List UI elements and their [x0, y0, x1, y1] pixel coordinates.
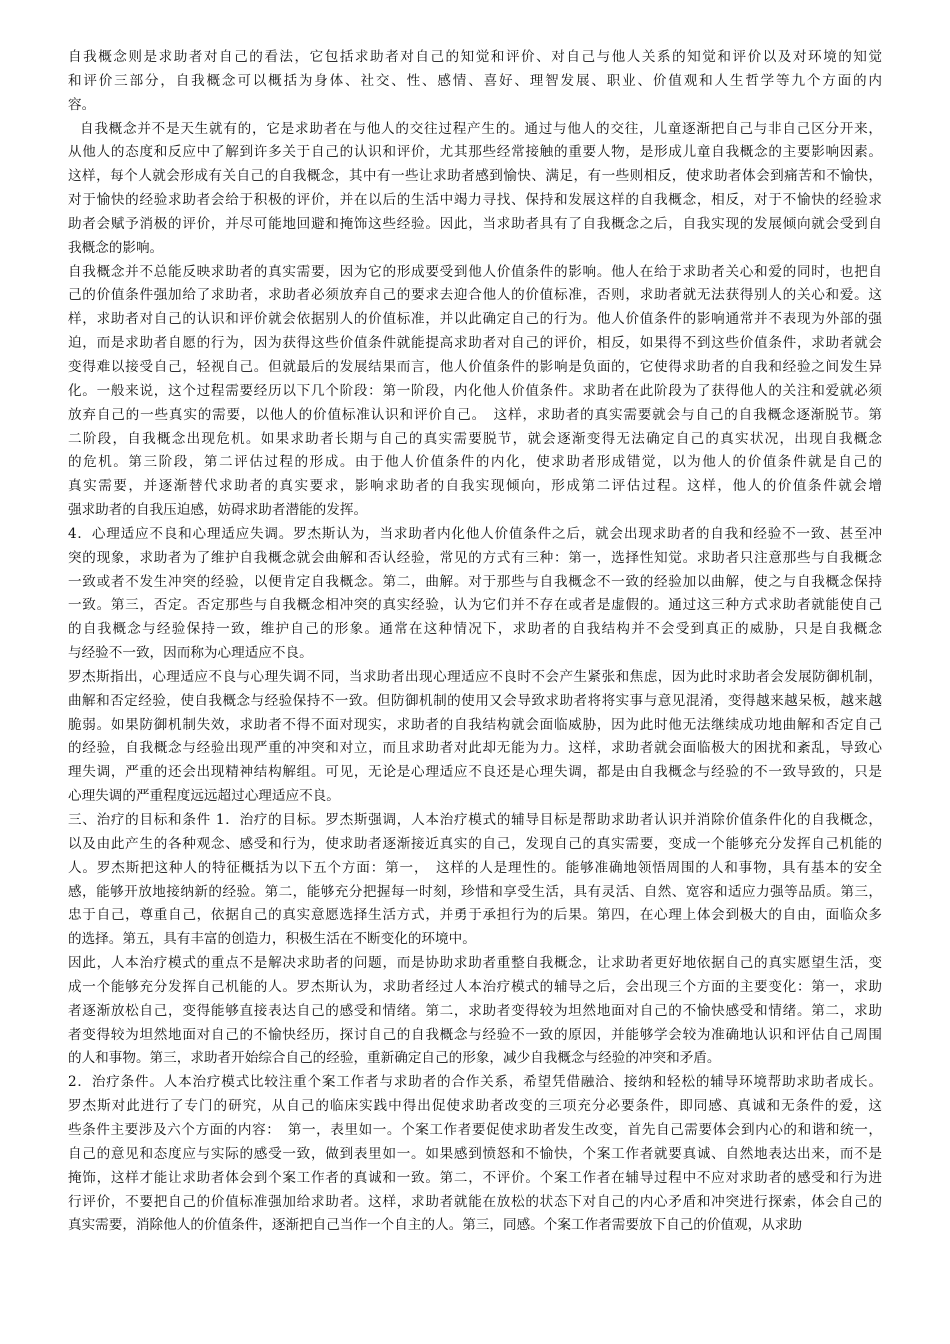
text-line: 化。一般来说，这个过程需要经历以下几个阶段：第一阶段，内化他人价值条件。求助者在此阶段为了获得他人的关注和爱就必须 — [68, 382, 882, 399]
text-line: 人。罗杰斯把这种人的特征概括为以下五个方面：第一， 这样的人是理性的。能够准确地领悟周围的人和事物，具有基本的安全 — [68, 859, 882, 876]
text-line: 样，求助者对自己的认识和评价就会依据别人的价值标准，并以此确定自己的行为。他人价值条件的影响通常并不表现为外部的强 — [68, 311, 882, 328]
text-line: 三、治疗的目标和条件 1．治疗的目标。罗杰斯强调，人本治疗模式的辅导目标是帮助求助者认识并消除价值条件化的自我概念， — [68, 812, 882, 828]
text-line: 与经验不一致，因而称为心理适应不良。 — [68, 645, 313, 662]
text-line: 以及由此产生的各种观念、感受和行为，使求助者逐渐接近真实的自己，发现自己的真实需要，变成一个能够充分发挥自己机能的 — [68, 835, 882, 852]
text-line: 些条件主要涉及六个方面的内容： 第一，表里如一。个案工作者要促使求助者发生改变，首先自己需要体会到内心的和谐和统一， — [68, 1121, 882, 1138]
paragraph — [68, 952, 882, 1071]
paragraph — [68, 523, 882, 666]
text-line: 的经验，自我概念与经验出现严重的冲突和对立，而且求助者对此却无能为力。这样，求助者就会面临极大的困扰和紊乱，导致心 — [68, 740, 882, 757]
text-line: 突的现象，求助者为了维护自我概念就会曲解和否认经验，常见的方式有三种：第一，选择性知觉。求助者只注意那些与自我概念 — [68, 549, 882, 566]
text-line: 者逐渐放松自己，变得能够直接表达自己的感受和情绪。第二，求助者变得较为坦然地面对自己的不愉快感受和情绪。第二，求助 — [68, 1002, 882, 1019]
text-line: 这样，每个人就会形成有关自己的自我概念，其中有一些让求助者感到愉快、满足，有一些则相反，使求助者体会到痛苦和不愉快， — [68, 168, 882, 185]
text-line: 容。 — [68, 96, 96, 113]
text-line: 自我概念并不总能反映求助者的真实需要，因为它的形成要受到他人价值条件的影响。他人在给于求助者关心和爱的同时，也把自 — [68, 263, 882, 280]
text-line: 的人和事物。第三，求助者开始综合自己的经验，重新确定自己的形象，减少自我概念与经验的冲突和矛盾。 — [68, 1050, 721, 1067]
text-line: 助者会赋予消极的评价，并尽可能地回避和掩饰这些经验。因此，当求助者具有了自我概念之后，自我实现的发展倾向就会受到自 — [68, 215, 882, 232]
text-line: 行评价，不要把自己的价值标准强加给求助者。这样，求助者就能在放松的状态下对自己的内心矛盾和冲突进行探索，体会自己的 — [68, 1193, 882, 1210]
text-line: 一致。第三，否定。否定那些与自我概念相冲突的真实经验，认为它们并不存在或者是虚假的。通过这三种方式求助者就能使自己 — [68, 597, 882, 614]
text-line: 自己的意见和态度应与实际的感受一致，做到表里如一。如果感到愤怒和不愉快，个案工作者就要真诚、自然地表达出来，而不是 — [68, 1145, 882, 1162]
text-line: 强求助者的自我压迫感，妨碍求助者潜能的发挥。 — [68, 502, 368, 519]
text-line: 脆弱。如果防御机制失效，求助者不得不面对现实，求助者的自我结构就会面临威胁，因为此时他无法继续成功地曲解和否定自己 — [68, 716, 882, 733]
paragraph — [68, 1071, 882, 1238]
paragraph — [68, 666, 882, 809]
text-line: 一致或者不发生冲突的经验，以便肯定自我概念。第二，曲解。对于那些与自我概念不一致的经验加以曲解，使之与自我概念保持 — [68, 573, 882, 590]
paragraph — [68, 46, 882, 118]
text-line: 忠于自己，尊重自己，依据自己的真实意愿选择生活方式，并勇于承担行为的后果。第四，在心理上体会到极大的自由，面临众多 — [68, 907, 882, 924]
text-line: 真实需要，消除他人的价值条件，逐渐把自己当作一个自主的人。第三，同感。个案工作者需要放下自己的价值观，从求助 — [68, 1217, 803, 1234]
text-line: 成一个能够充分发挥自己机能的人。罗杰斯认为，求助者经过人本治疗模式的辅导之后，会出现三个方面的主要变化：第一，求助 — [68, 978, 882, 995]
text-line: 2．治疗条件。人本治疗模式比较注重个案工作者与求助者的合作关系，希望凭借融洽、接纳和轻松的辅导环境帮助求助者成长。 — [68, 1074, 882, 1091]
text-line: 因此，人本治疗模式的重点不是解决求助者的问题，而是协助求助者重整自我概念，让求助者更好地依据自己的真实愿望生活，变 — [68, 955, 882, 972]
text-line: 感，能够开放地接纳新的经验。第二，能够充分把握每一时刻，珍惜和享受生活，具有灵活、自然、宽容和适应力强等品质。第三， — [68, 883, 882, 900]
text-line: 理失调，严重的还会出现精神结构解组。可见，无论是心理适应不良还是心理失调，都是由自我概念与经验的不一致导致的，只是 — [68, 764, 882, 781]
text-line: 自我概念并不是天生就有的，它是求助者在与他人的交往过程产生的。通过与他人的交往，儿童逐渐把自己与非自己区分开来， — [80, 120, 882, 137]
text-line: 迫，而是求助者自愿的行为，因为获得这些价值条件就能提高求助者对自己的评价，相反，如果得不到这些价值条件，求助者就会 — [68, 335, 882, 352]
paragraph — [68, 118, 882, 261]
text-line: 从他人的态度和反应中了解到许多关于自己的认识和评价，尤其那些经常接触的重要人物，是形成儿童自我概念的主要影响因素。 — [68, 144, 882, 161]
text-line: 变得难以接受自己，轻视自己。但就最后的发展结果而言，他人价值条件的影响是负面的，它使得求助者的自我和经验之间发生异 — [68, 358, 882, 375]
text-line: 4．心理适应不良和心理适应失调。罗杰斯认为，当求助者内化他人价值条件之后，就会出现求助者的自我和经验不一致、甚至冲 — [68, 525, 882, 542]
text-line: 的危机。第三阶段，第二评估过程的形成。由于他人价值条件的内化，使求助者形成错觉，以为他人的价值条件就是自己的 — [68, 454, 882, 471]
text-line: 对于愉快的经验求助者会给于积极的评价，并在以后的生活中竭力寻找、保持和发展这样的自我概念，相反，对于不愉快的经验求 — [68, 192, 882, 209]
text-line: 心理失调的严重程度远远超过心理适应不良。 — [68, 788, 340, 805]
paragraph — [68, 261, 882, 523]
text-line: 自我概念则是求助者对自己的看法，它包括求助者对自己的知觉和评价、对自己与他人关系的知觉和评价以及对环境的知觉 — [68, 49, 882, 65]
text-line: 罗杰斯对此进行了专门的研究，从自己的临床实践中得出促使求助者改变的三项充分必要条件，即同感、真诚和无条件的爱，这 — [68, 1098, 882, 1115]
text-line: 的选择。第五，具有丰富的创造力，积极生活在不断变化的环境中。 — [68, 931, 476, 948]
text-line: 放弃自己的一些真实的需要，以他人的价值标准认识和评价自己。 这样，求助者的真实需要就会与自己的自我概念逐渐脱节。第 — [68, 406, 882, 423]
text-line: 真实需要，并逐渐替代求助者的真实要求，影响求助者的自我实现倾向，形成第二评估过程。这样，他人的价值条件就会增 — [68, 478, 882, 495]
text-line: 罗杰斯指出，心理适应不良与心理失调不同，当求助者出现心理适应不良时不会产生紧张和焦虑，因为此时求助者会发展防御机制， — [68, 668, 882, 685]
text-line: 我概念的影响。 — [68, 239, 164, 256]
text-line: 曲解和否定经验，使自我概念与经验保持不一致。但防御机制的使用又会导致求助者将将实事与意见混淆，变得越来越呆板，越来越 — [68, 692, 882, 709]
text-line: 掩饰，这样才能让求助者体会到个案工作者的真诚和一致。第二，不评价。个案工作者在辅导过程中不应对求助者的感受和行为进 — [68, 1169, 882, 1186]
text-line: 和评价三部分，自我概念可以概括为身体、社交、性、感情、喜好、理智发展、职业、价值观和人生哲学等九个方面的内 — [68, 72, 882, 89]
paragraph — [68, 809, 882, 952]
text-line: 的自我概念与经验保持一致，维护自己的形象。通常在这种情况下，求助者的自我结构并不会受到真正的威胁，只是自我概念 — [68, 621, 882, 638]
text-line: 己的价值条件强加给了求助者，求助者必须放弃自己的要求去迎合他人的价值标准，否则，求助者就无法获得别人的关心和爱。这 — [68, 287, 882, 304]
text-line: 二阶段，自我概念出现危机。如果求助者长期与自己的真实需要脱节，就会逐渐变得无法确定自己的真实状况，出现自我概念 — [68, 430, 882, 447]
text-line: 者变得较为坦然地面对自己的不愉快经历，探讨自己的自我概念与经验不一致的原因，并能够学会较为准确地认识和评估自己周围 — [68, 1026, 882, 1043]
